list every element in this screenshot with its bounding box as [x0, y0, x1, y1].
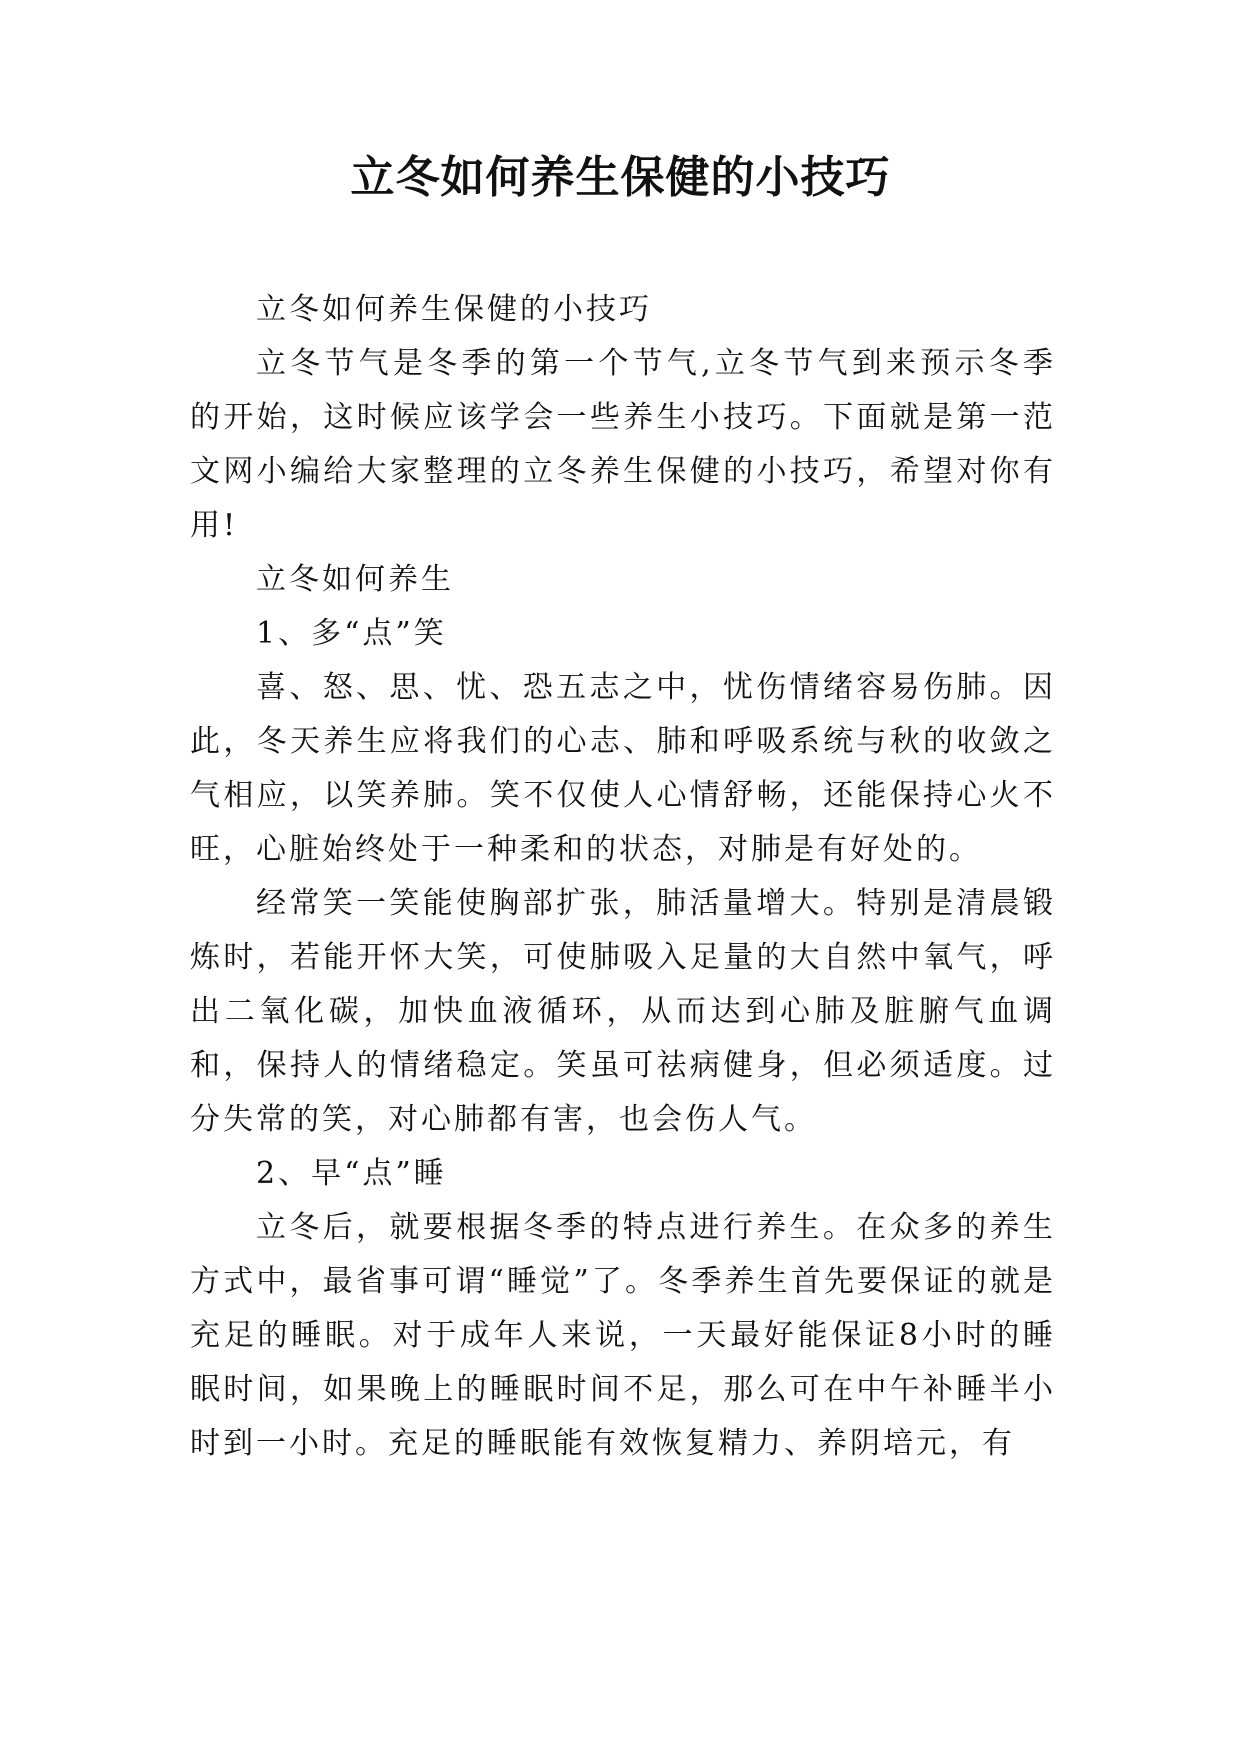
document-body	[190, 283, 1056, 1471]
document-title: 立冬如何养生保健的小技巧	[350, 152, 891, 203]
paragraph: 经常笑一笑能使胸部扩张，肺活量增大。特别是清晨锻炼时，若能开怀大笑，可使肺吸入足量的大自然中氧气，呼出二氧化碳，加快血液循环，从而达到心肺及脏腑气血调和，保持人的情绪稳定。笑虽可祛病健身，但必须适度。过分失常的笑，对心肺都有害，也会伤人气。	[190, 886, 1056, 1137]
paragraph-intro: 立冬节气是冬季的第一个节气,立冬节气到来预示冬季的开始，这时候应该学会一些养生小技巧。下面就是第一范文网小编给大家整理的立冬养生保健的小技巧，希望对你有用!	[190, 346, 1056, 543]
paragraph: 喜、怒、思、忧、恐五志之中，忧伤情绪容易伤肺。因此，冬天养生应将我们的心志、肺和呼吸系统与秋的收敛之气相应，以笑养肺。笑不仅使人心情舒畅，还能保持心火不旺，心脏始终处于一种柔和的状态，对肺是有好处的。	[190, 670, 1056, 867]
paragraph-subtitle: 立冬如何养生保健的小技巧	[256, 292, 652, 327]
item-heading-1: 1、多“点”笑	[256, 616, 447, 651]
item-heading-2: 2、早“点”睡	[256, 1156, 447, 1191]
section-heading: 立冬如何养生	[256, 562, 454, 597]
paragraph: 立冬后，就要根据冬季的特点进行养生。在众多的养生方式中，最省事可谓“睡觉”了。冬季养生首先要保证的就是充足的睡眠。对于成年人来说，一天最好能保证8小时的睡眠时间，如果晚上的睡眠时间不足，那么可在中午补睡半小时到一小时。充足的睡眠能有效恢复精力、养阴培元，有	[190, 1210, 1056, 1461]
